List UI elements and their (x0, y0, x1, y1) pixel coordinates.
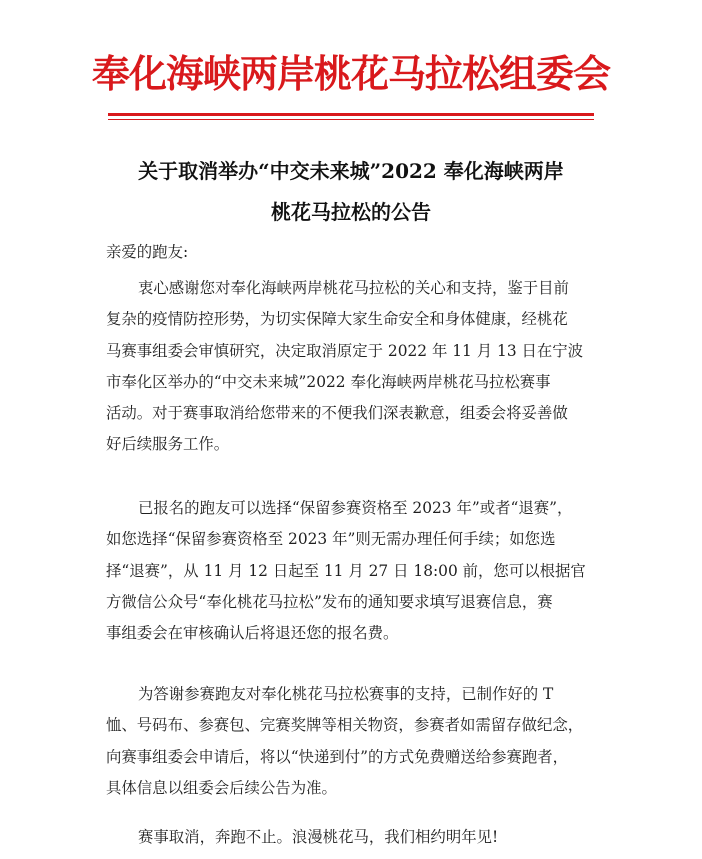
paragraph-line: 复杂的疫情防控形势，为切实保障大家生命安全和身体健康，经桃花 (106, 310, 568, 329)
letterhead-rule-thick (108, 113, 594, 116)
paragraph-line: 活动。对于赛事取消给您带来的不便我们深表歉意，组委会将妥善做 (106, 404, 568, 423)
paragraph-closing (106, 822, 606, 853)
paragraph-line: 衷心感谢您对奉化海峡两岸桃花马拉松的关心和支持，鉴于目前 (138, 279, 569, 297)
paragraph-line: 为答谢参赛跑友对奉化桃花马拉松赛事的支持，已制作好的 T (138, 685, 554, 703)
paragraph-line: 马赛事组委会审慎研究，决定取消原定于 2022 年 11 月 13 日在宁波 (106, 341, 584, 360)
paragraph-line: 向赛事组委会申请后，将以“快递到付”的方式免费赠送给参赛跑者， (106, 747, 569, 766)
greeting: 亲爱的跑友: (106, 243, 189, 261)
paragraph-line: 赛事取消，奔跑不止。浪漫桃花马，我们相约明年见! (138, 828, 499, 846)
paragraph-refund-options (106, 493, 606, 649)
letterhead-rule-thin (108, 119, 594, 120)
paragraph-line: 具体信息以组委会后续公告为准。 (106, 778, 337, 797)
paragraph-line: 好后续服务工作。 (106, 435, 230, 454)
letterhead-org-name: 奉化海峡两岸桃花马拉松组委会 (91, 51, 610, 96)
notice-title-line-1: 关于取消举办“中交未来城”2022 奉化海峡两岸 (138, 159, 564, 183)
paragraph-line: 如您选择“保留参赛资格至 2023 年”则无需办理任何手续；如您选 (106, 530, 556, 549)
paragraph-line: 方微信公众号“奉化桃花马拉松”发布的通知要求填写退赛信息，赛 (106, 592, 553, 611)
paragraph-line: 择“退赛”，从 11 月 12 日起至 11 月 27 日 18:00 前，您可以根据官 (106, 561, 586, 580)
paragraph-souvenirs (106, 679, 606, 804)
paragraph-line: 已报名的跑友可以选择“保留参赛资格至 2023 年”或者“退赛”， (138, 499, 573, 517)
paragraph-line: 事组委会在审核确认后将退还您的报名费。 (106, 624, 399, 643)
notice-title-line-2: 桃花马拉松的公告 (271, 200, 431, 224)
paragraph-cancellation (106, 273, 606, 461)
paragraph-line: 市奉化区举办的“中交未来城”2022 奉化海峡两岸桃花马拉松赛事 (106, 372, 551, 391)
paragraph-line: 恤、号码布、参赛包、完赛奖牌等相关物资，参赛者如需留存做纪念， (106, 716, 584, 735)
